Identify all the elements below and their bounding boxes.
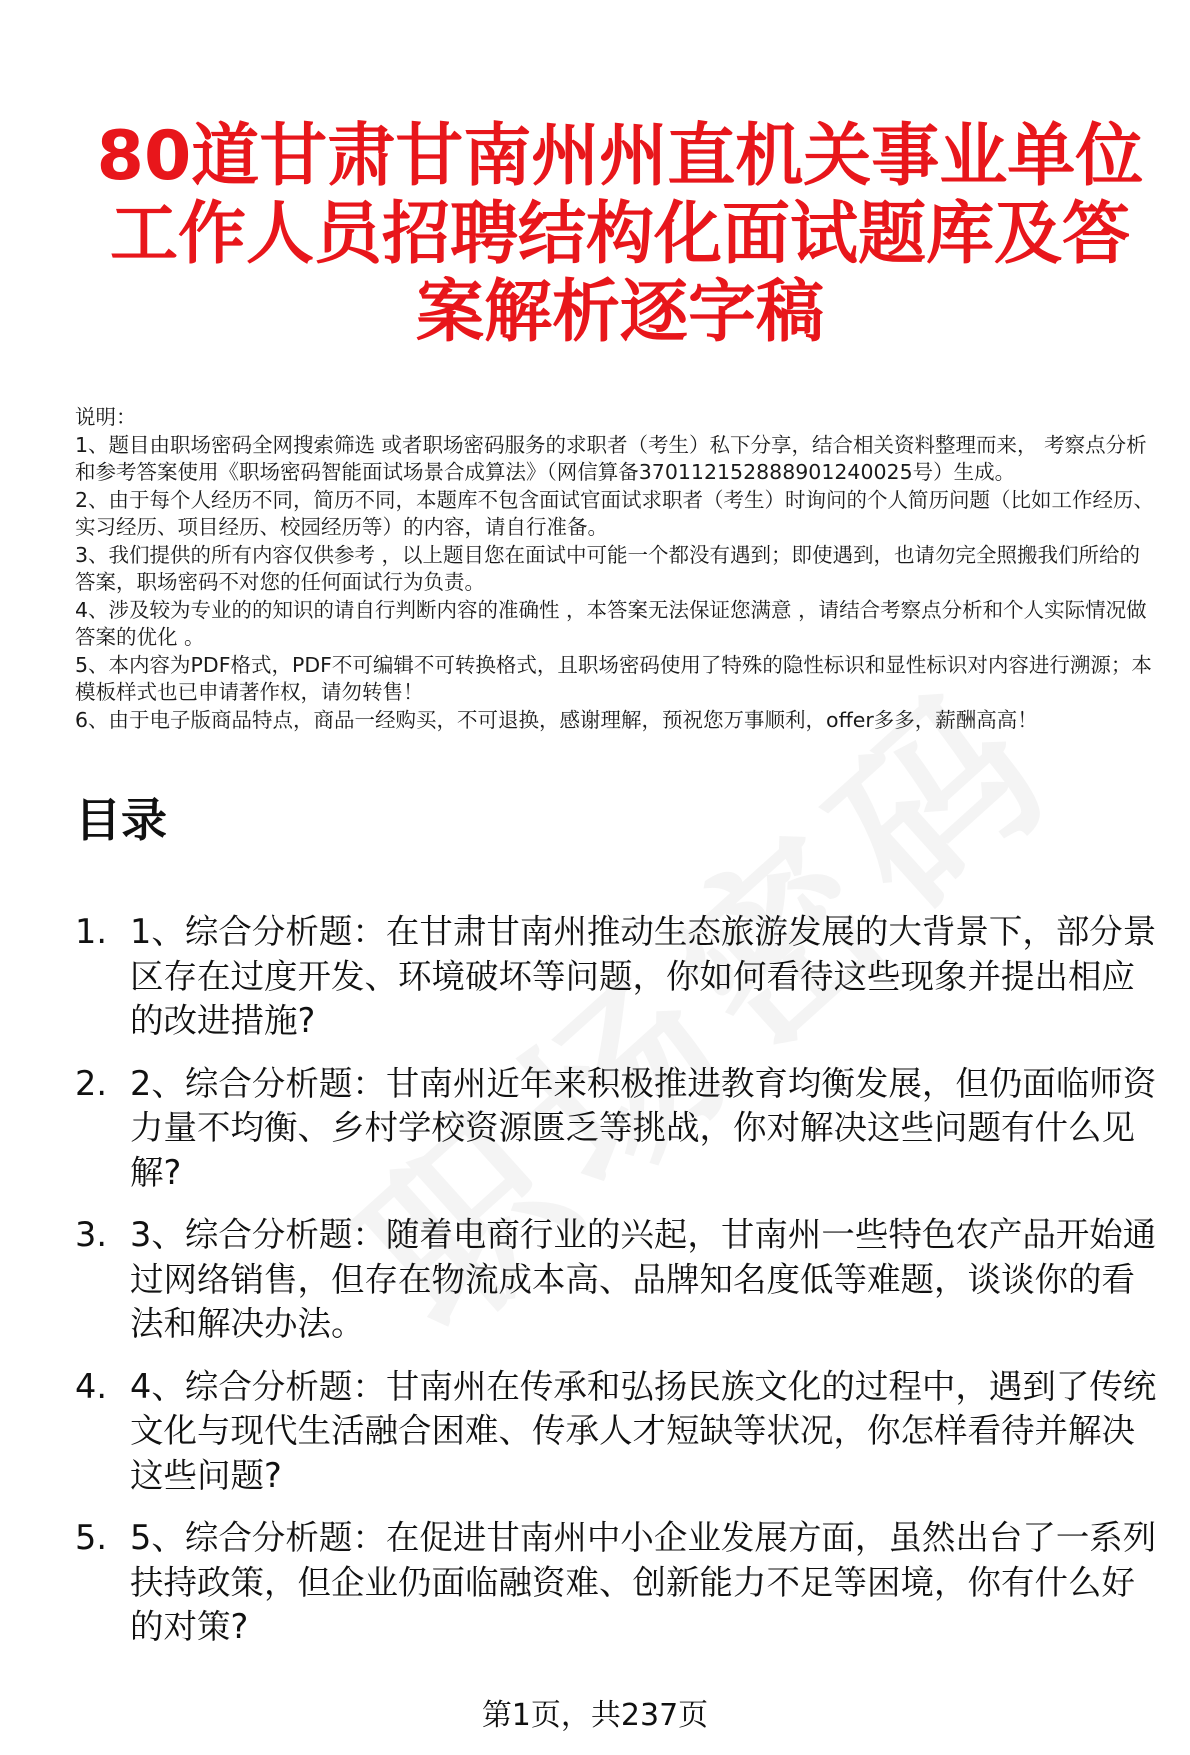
toc-list [75,910,1165,1668]
note-item: 2、由于每个人经历不同，简历不同，本题库不包含面试官面试求职者（考生）时询问的个人简历问题（比如工作经历、实习经历、项目经历、校园经历等）的内容，请自行准备。 [75,487,1155,539]
toc-item-text: 3、综合分析题：随着电商行业的兴起，甘南州一些特色农产品开始通过网络销售，但存在物流成本高、品牌知名度低等难题，谈谈你的看法和解决办法。 [130,1215,1157,1343]
toc-item-number: 4. [75,1366,107,1406]
note-item: 1、题目由职场密码全网搜索筛选 或者职场密码服务的求职者（考生）私下分享，结合相关资料整理而来， 考察点分析和参考答案使用《职场密码智能面试场景合成算法》（网信算备370112152888901240025号）生成。 [75,432,1147,484]
toc-item-number: 1. [75,912,107,951]
toc-item-text: 2、综合分析题：甘南州近年来积极推进教育均衡发展，但仍面临师资力量不均衡、乡村学校资源匮乏等挑战，你对解决这些问题有什么见解? [130,1063,1157,1192]
toc-item[interactable] [75,1516,1165,1650]
page-footer: 第1页，共237页 [481,1698,709,1733]
toc-item[interactable] [75,1062,1165,1196]
toc-heading: 目录 [75,793,167,847]
note-item: 3、我们提供的所有内容仅供参考 ，以上题目您在面试中可能一个都没有遇到；即使遇到，也请勿完全照搬我们所给的答案，职场密码不对您的任何面试行为负责。 [75,542,1141,594]
note-item: 4、涉及较为专业的的知识的请自行判断内容的准确性 ，本答案无法保证您满意 ，请结合考察点分析和个人实际情况做答案的优化 。 [75,597,1147,649]
toc-item[interactable] [75,1213,1165,1347]
note-item: 5、本内容为PDF格式，PDF不可编辑不可转换格式，且职场密码使用了特殊的隐性标识和显性标识对内容进行溯源；本模板样式也已申请著作权，请勿转售！ [75,652,1152,704]
toc-item-text: 5、综合分析题：在促进甘南州中小企业发展方面，虽然出台了一系列扶持政策，但企业仍面临融资难、创新能力不足等困境，你有什么好的对策? [130,1518,1157,1646]
toc-item-number: 5. [75,1518,107,1557]
toc-item-text: 4、综合分析题：甘南州在传承和弘扬民族文化的过程中，遇到了传统文化与现代生活融合困难、传承人才短缺等状况，你怎样看待并解决这些问题? [130,1366,1157,1495]
toc-item-text: 1、综合分析题：在甘肃甘南州推动生态旅游发展的大背景下，部分景区存在过度开发、环境破坏等问题，你如何看待这些现象并提出相应的改进措施? [130,912,1157,1040]
toc-item-number: 2. [75,1063,107,1103]
notes-heading: 说明： [75,405,137,429]
document-title: 80道甘肃甘南州州直机关事业单位工作人员招聘结构化面试题库及答案解析逐字稿 [96,117,1144,352]
notes-section [75,404,1155,734]
toc-item-number: 3. [75,1215,107,1254]
note-item: 6、由于电子版商品特点，商品一经购买，不可退换，感谢理解，预祝您万事顺利，offer多多，薪酬高高！ [75,707,1038,732]
toc-item[interactable] [75,1365,1165,1499]
toc-item[interactable] [75,910,1165,1044]
